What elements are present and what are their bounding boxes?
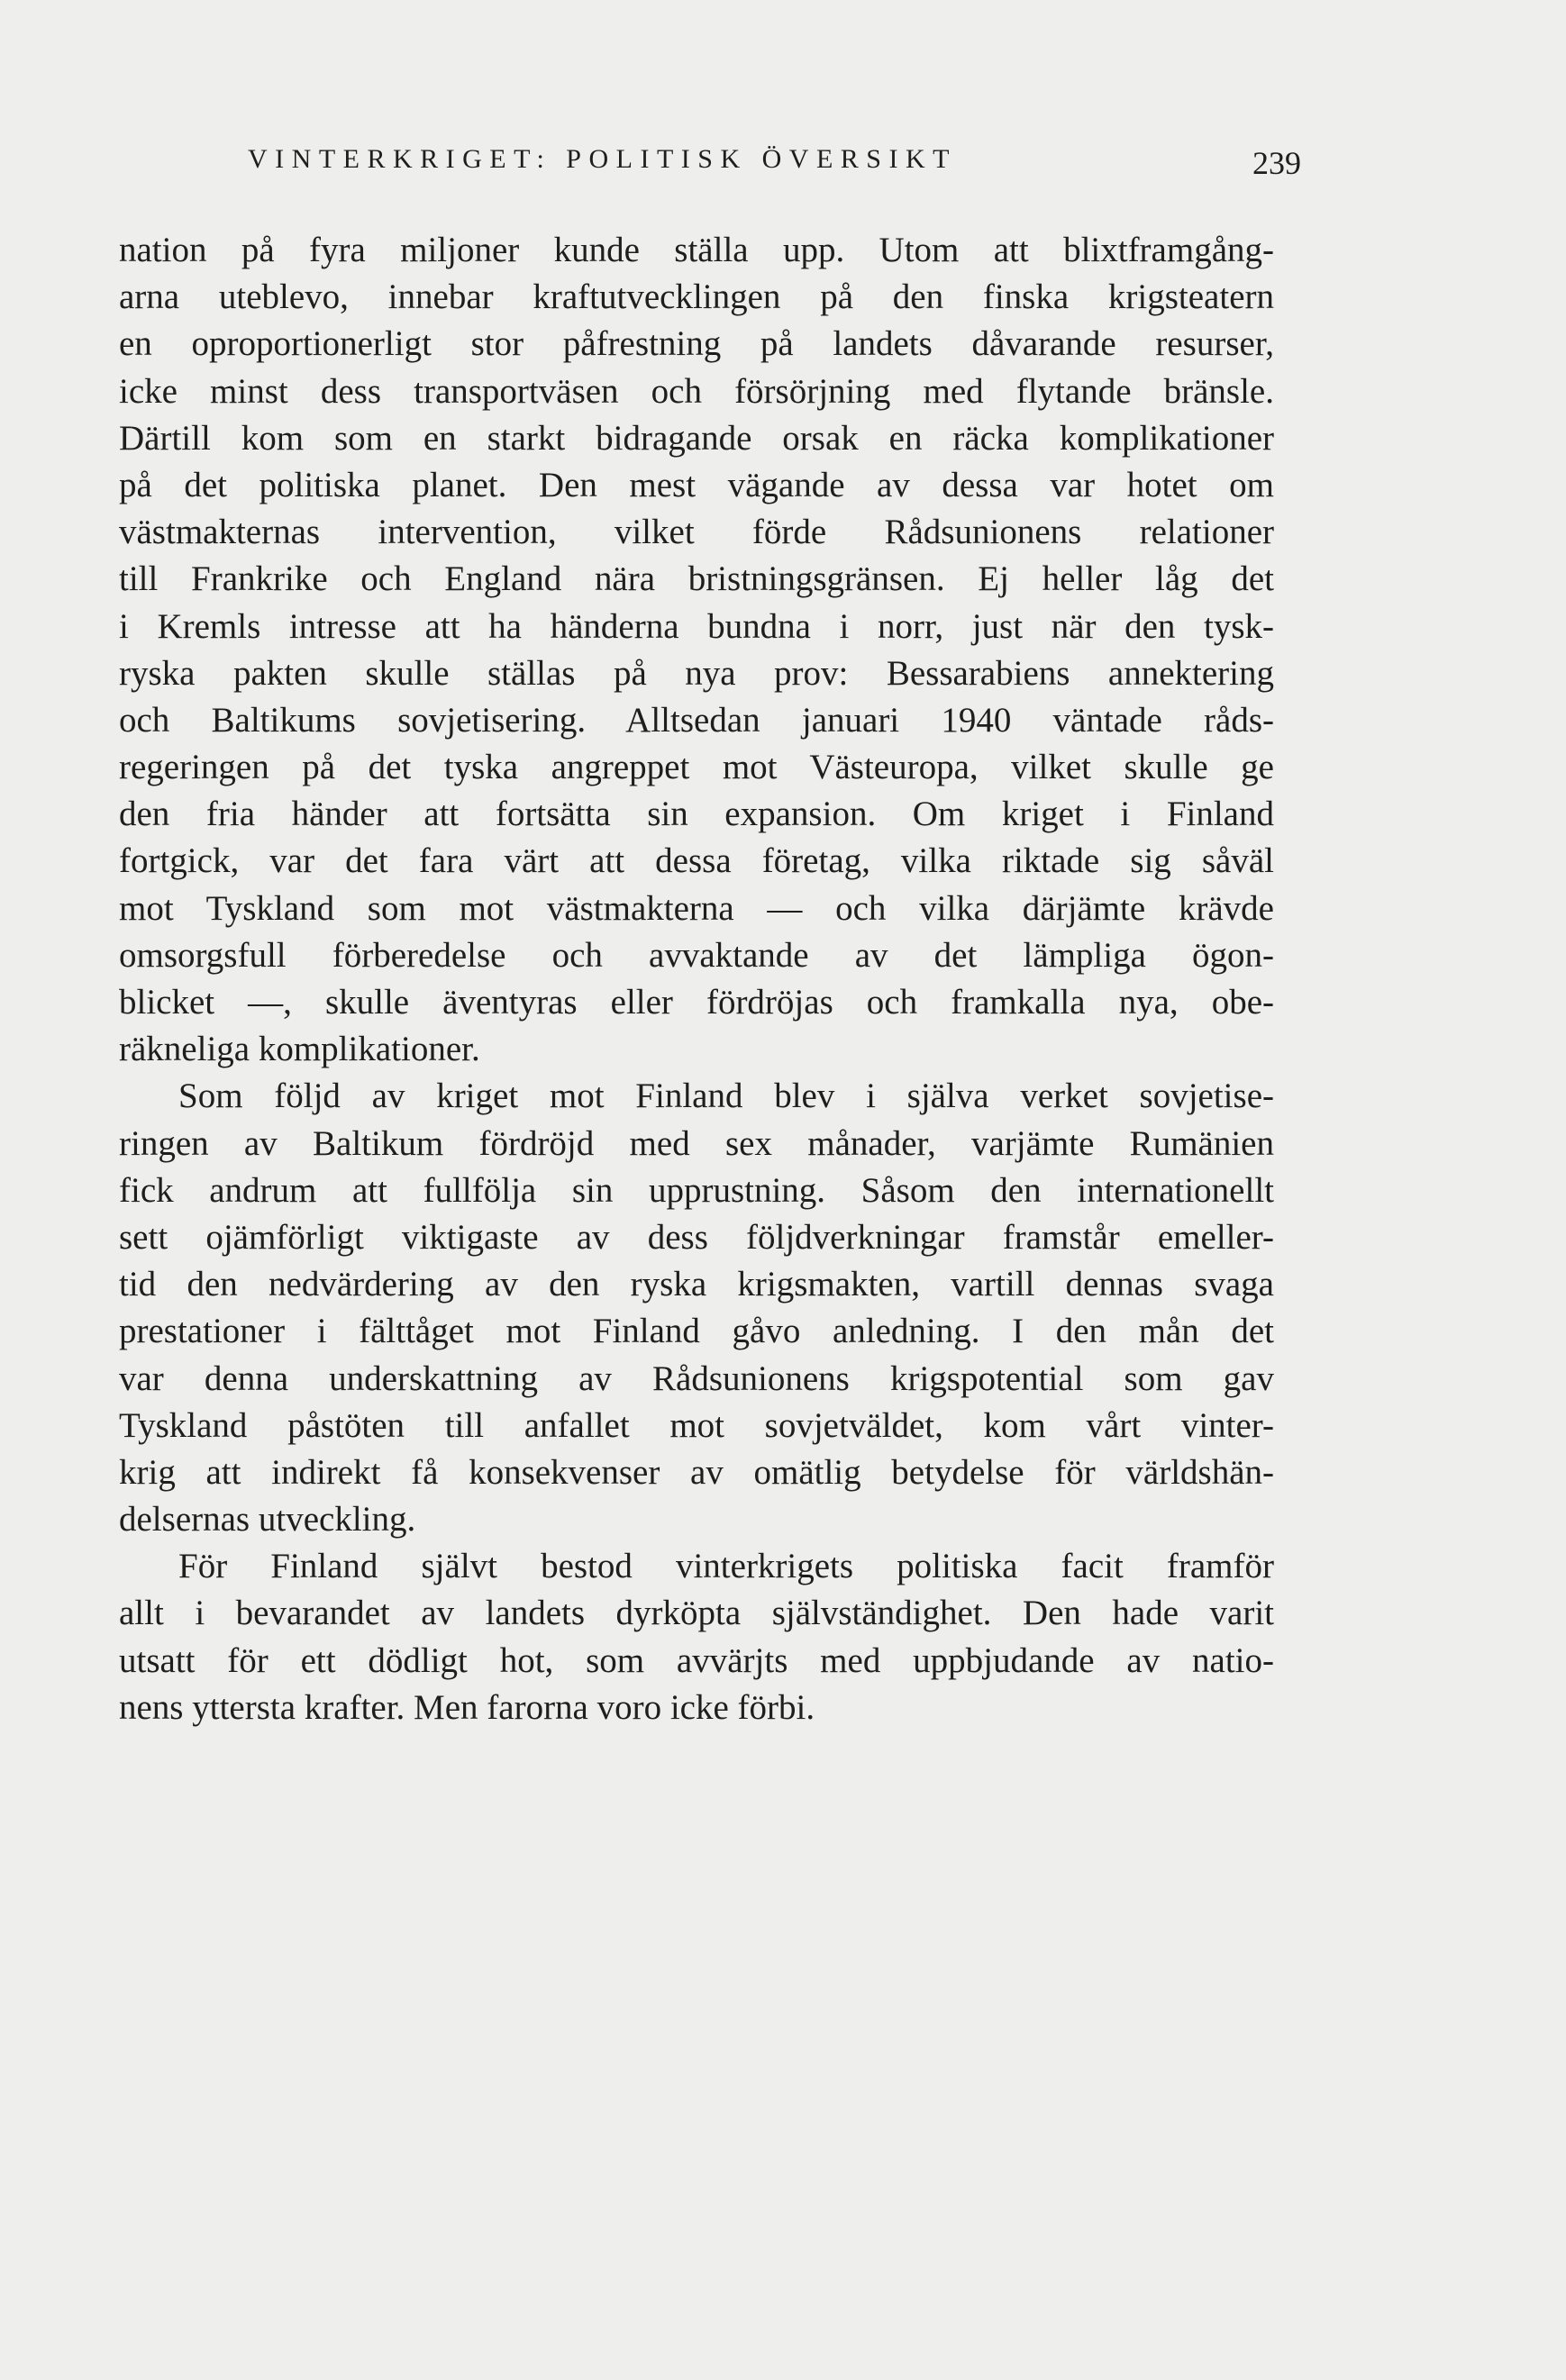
text-line: regeringen på det tyska angreppet mot Västeuropa, vilket skulle ge	[119, 748, 1274, 787]
text-line: i Kremls intresse att ha händerna bundna i norr, just när den tysk-	[119, 606, 1274, 646]
paragraph	[119, 1073, 1274, 1543]
text-line: räkneliga komplikationer.	[119, 1030, 480, 1069]
text-line: ryska pakten skulle ställas på nya prov: Bessarabiens annektering	[119, 653, 1274, 693]
text-line: nation på fyra miljoner kunde ställa upp. Utom att blixtframgång-	[119, 231, 1274, 269]
text-line: till Frankrike och England nära bristningsgränsen. Ej heller låg det	[119, 559, 1274, 599]
text-line: arna uteblevo, innebar kraftutvecklingen på den finska krigsteatern	[119, 277, 1274, 317]
text-line: delsernas utveckling.	[119, 1500, 416, 1540]
running-header: VINTERKRIGET: POLITISK ÖVERSIKT	[248, 144, 957, 174]
text-line: icke minst dess transportväsen och försörjning med flytande bränsle.	[119, 371, 1274, 411]
text-line: på det politiska planet. Den mest vägande av dessa var hotet om	[119, 465, 1274, 504]
body-text	[119, 227, 1274, 1731]
page-number: 239	[1252, 145, 1301, 181]
text-line: krig att indirekt få konsekvenser av omätlig betydelse för världshän-	[119, 1452, 1274, 1492]
text-line: sett ojämförligt viktigaste av dess följdverkningar framstår emeller-	[119, 1217, 1274, 1257]
paragraph	[119, 227, 1274, 1073]
text-line: fick andrum att fullfölja sin upprustning. Såsom den internationellt	[119, 1170, 1274, 1210]
text-line: den fria händer att fortsätta sin expansion. Om kriget i Finland	[119, 795, 1274, 834]
text-line: Därtill kom som en starkt bidragande orsak en räcka komplikationer	[119, 418, 1274, 458]
text-line: fortgick, var det fara värt att dessa företag, vilka riktade sig såväl	[119, 841, 1274, 881]
text-line: en oproportionerligt stor påfrestning på landets dåvarande resurser,	[119, 324, 1274, 364]
text-line: tid den nedvärdering av den ryska krigsmakten, vartill dennas svaga	[119, 1265, 1274, 1304]
text-line: nens yttersta krafter. Men farorna voro icke förbi.	[119, 1687, 815, 1727]
text-line: blicket —, skulle äventyras eller fördröjas och framkalla nya, obe-	[119, 983, 1274, 1022]
text-line: allt i bevarandet av landets dyrköpta självständighet. Den hade varit	[119, 1594, 1274, 1633]
text-line: var denna underskattning av Rådsunionens krigspotential som gav	[119, 1358, 1274, 1398]
text-line: och Baltikums sovjetisering. Alltsedan januari 1940 väntade råds-	[119, 700, 1274, 740]
text-line: Som följd av kriget mot Finland blev i själva verket sovjetise-	[178, 1076, 1274, 1116]
text-line: ringen av Baltikum fördröjd med sex månader, varjämte Rumänien	[119, 1123, 1274, 1163]
text-line: prestationer i fälttåget mot Finland gåvo anledning. I den mån det	[119, 1312, 1274, 1351]
paragraph	[119, 1543, 1274, 1731]
text-line: För Finland självt bestod vinterkrigets politiska facit framför	[178, 1547, 1274, 1586]
text-line: utsatt för ett dödligt hot, som avvärjts med uppbjudande av natio-	[119, 1640, 1274, 1680]
text-line: mot Tyskland som mot västmakterna — och vilka därjämte krävde	[119, 888, 1274, 928]
text-line: omsorgsfull förberedelse och avvaktande av det lämpliga ögon-	[119, 935, 1274, 975]
text-line: Tyskland påstöten till anfallet mot sovjetväldet, kom vårt vinter-	[119, 1405, 1274, 1445]
text-line: västmakternas intervention, vilket förde Rådsunionens relationer	[119, 513, 1274, 552]
